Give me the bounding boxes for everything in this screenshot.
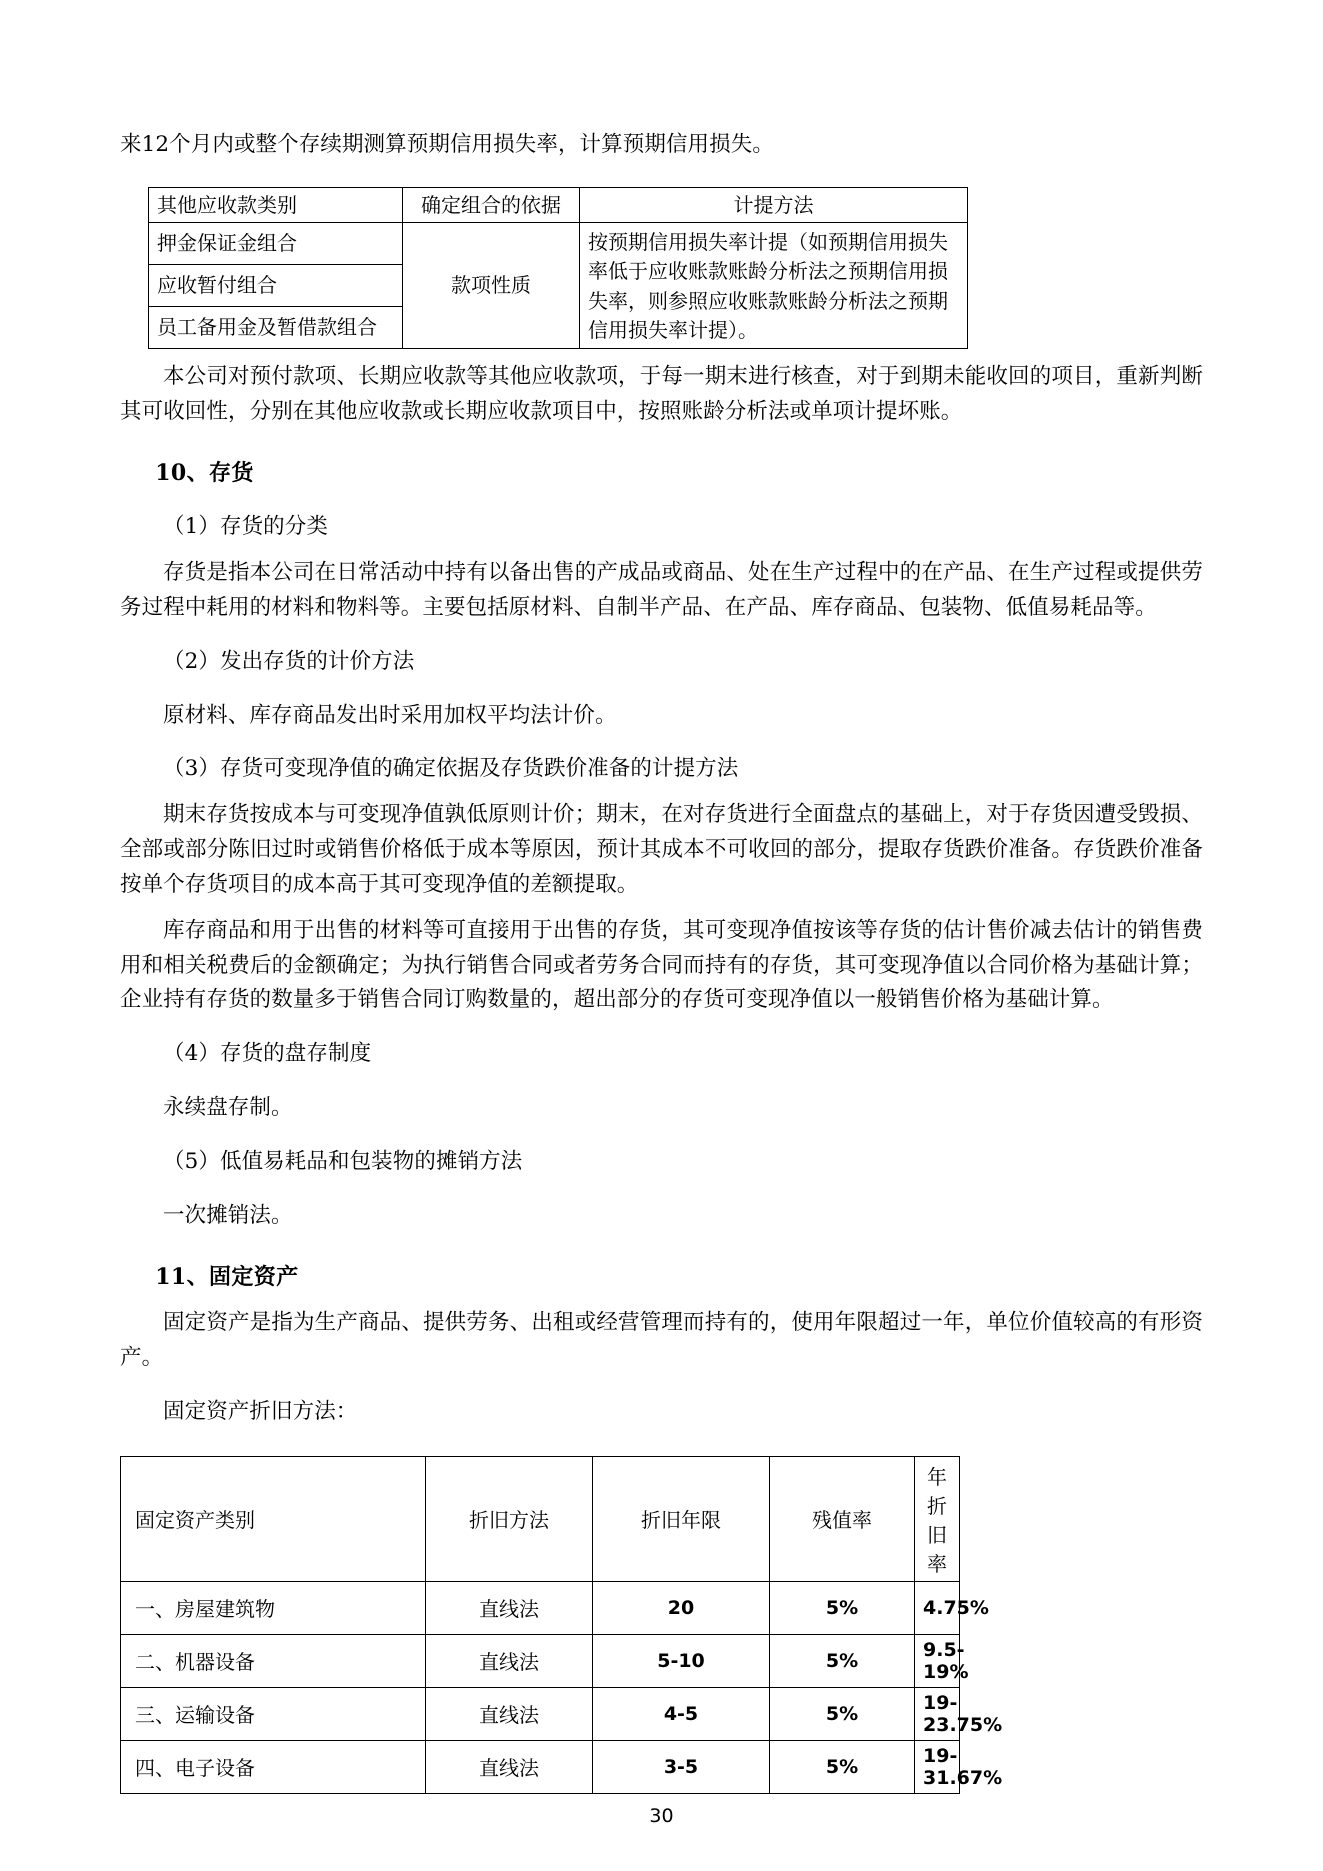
column-header-asset-type: 固定资产类别 (121, 1456, 426, 1581)
depreciation-method: 直线法 (426, 1581, 593, 1634)
asset-type: 三、运输设备 (121, 1687, 426, 1740)
table-row (121, 1581, 960, 1634)
depreciation-method: 直线法 (426, 1687, 593, 1740)
useful-life: 3-5 (593, 1740, 770, 1793)
residual-rate: 5% (770, 1581, 915, 1634)
residual-rate: 5% (770, 1740, 915, 1793)
column-header-category: 其他应收款类别 (149, 187, 403, 222)
paragraph-inventory-net-realizable-1: 期末存货按成本与可变现净值孰低原则计价；期末，在对存货进行全面盘点的基础上，对于存货因遭受毁损、全部或部分陈旧过时或销售价格低于成本等原因，预计其成本不可收回的部分，提取存货跌价准备。存货跌价准备按单个存货项目的成本高于其可变现净值的差额提取。 (120, 802, 1203, 897)
post-table-paragraph-text-cont: 重新判断其可收回性，分别在其他应收款或长期应收款项目中，按照账龄分析法或单项计提坏账。 (120, 363, 1203, 424)
top-continuation-paragraph: 来12个月内或整个存续期测算预期信用损失率，计算预期信用损失。 (120, 132, 774, 157)
column-header-method: 计提方法 (580, 187, 968, 222)
table-row (149, 223, 968, 265)
annual-rate: 19-31.67% (915, 1740, 960, 1793)
useful-life: 4-5 (593, 1687, 770, 1740)
section-heading-fixed-assets: 11、固定资产 (155, 1263, 299, 1290)
paragraph-inventory-valuation: 原材料、库存商品发出时采用加权平均法计价。 (163, 702, 617, 728)
paragraph-inventory-count-system: 永续盘存制。 (163, 1095, 293, 1121)
residual-rate: 5% (770, 1687, 915, 1740)
depreciation-table (120, 1456, 1003, 1794)
asset-type: 四、电子设备 (121, 1740, 426, 1793)
section-heading-inventory: 10、存货 (155, 459, 254, 486)
subsection-label-inventory-net-realizable: （3）存货可变现净值的确定依据及存货跌价准备的计提方法 (163, 756, 739, 782)
table-row (121, 1740, 960, 1793)
table-header-row (121, 1456, 960, 1581)
useful-life: 5-10 (593, 1634, 770, 1687)
annual-rate: 19-23.75% (915, 1687, 960, 1740)
residual-rate: 5% (770, 1634, 915, 1687)
receivable-category-temporary: 应收暂付组合 (149, 265, 403, 307)
post-table-paragraph-text: 本公司对预付款项、长期应收款等其他应收款项，于每一期末进行核查，对于到期未能收回的项目， (163, 363, 1117, 389)
column-header-useful-life: 折旧年限 (593, 1456, 770, 1581)
paragraph-low-value-consumables: 一次摊销法。 (163, 1202, 293, 1228)
receivable-basis-cell: 款项性质 (403, 223, 580, 349)
paragraph-inventory-net-realizable-2: 库存商品和用于出售的材料等可直接用于出售的存货，其可变现净值按该等存货的估计售价减去估计的销售费用和相关税费后的金额确定；为执行销售合同或者劳务合同而持有的存货，其可变现净值以合同价格为基础计算；企业持有存货的数量多于销售合同订购数量的，超出部分的存货可变现净值以一般销售价格为基础计算。 (120, 917, 1203, 1013)
depreciation-method: 直线法 (426, 1740, 593, 1793)
annual-rate: 4.75% (915, 1581, 960, 1634)
column-header-residual-rate: 残值率 (770, 1456, 915, 1581)
column-header-depreciation-method: 折旧方法 (426, 1456, 593, 1581)
annual-rate: 9.5-19% (915, 1634, 960, 1687)
useful-life: 20 (593, 1581, 770, 1634)
table-header-row (149, 187, 968, 222)
receivable-category-deposit: 押金保证金组合 (149, 223, 403, 265)
asset-type: 二、机器设备 (121, 1634, 426, 1687)
paragraph-fixed-assets-definition: 固定资产是指为生产商品、提供劳务、出租或经营管理而持有的，使用年限超过一年，单位价值较高的有形资产。 (120, 1310, 1203, 1370)
depreciation-method: 直线法 (426, 1634, 593, 1687)
receivable-method-cell: 按预期信用损失率计提（如预期信用损失率低于应收账款账龄分析法之预期信用损失率，则参照应收账款账龄分析法之预期信用损失率计提）。 (580, 223, 968, 349)
column-header-basis: 确定组合的依据 (403, 187, 580, 222)
paragraph-inventory-classification: 存货是指本公司在日常活动中持有以备出售的产成品或商品、处在生产过程中的在产品、在生产过程或提供劳务过程中耗用的材料和物料等。主要包括原材料、自制半产品、在产品、库存商品、包装物、低值易耗品等。 (120, 560, 1203, 620)
subsection-label-inventory-valuation: （2）发出存货的计价方法 (163, 648, 415, 674)
table-row (121, 1687, 960, 1740)
subsection-label-low-value-consumables: （5）低值易耗品和包装物的摊销方法 (163, 1148, 523, 1174)
page-number: 30 (649, 1805, 674, 1827)
other-receivables-table (148, 187, 968, 349)
subsection-label-inventory-classification: （1）存货的分类 (163, 514, 328, 540)
caption-depreciation-method: 固定资产折旧方法： (163, 1398, 358, 1424)
post-table-paragraph (120, 360, 1203, 430)
asset-type: 一、房屋建筑物 (121, 1581, 426, 1634)
column-header-annual-rate: 年折旧率 (915, 1456, 960, 1581)
table-row (121, 1634, 960, 1687)
subsection-label-inventory-count-system: （4）存货的盘存制度 (163, 1041, 372, 1067)
receivable-category-employee: 员工备用金及暂借款组合 (149, 307, 403, 349)
